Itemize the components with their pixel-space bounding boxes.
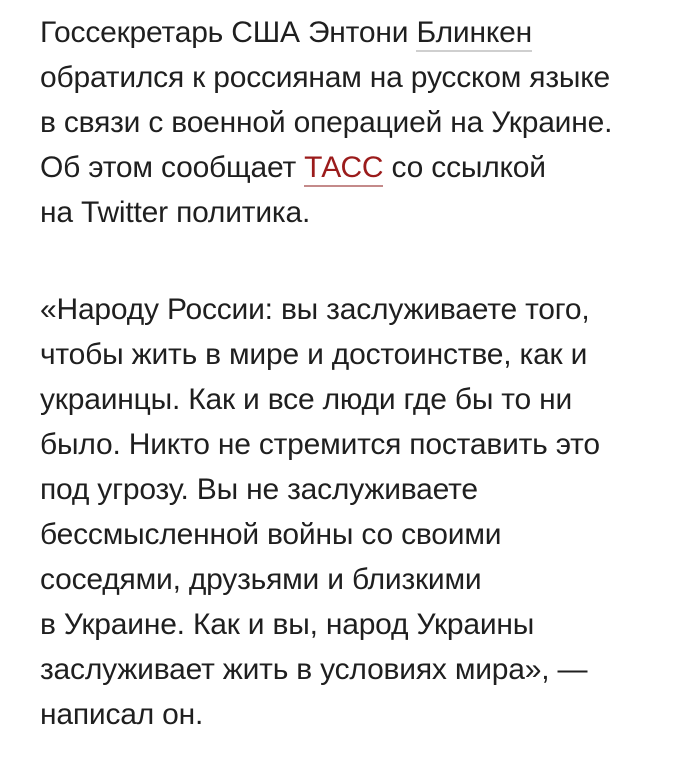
intro-line-1 xyxy=(40,10,680,55)
intro-line-1-text: Госсекретарь США Энтони xyxy=(40,16,417,49)
source-link[interactable]: ТАСС xyxy=(304,151,383,187)
intro-line-5: на Twitter политика. xyxy=(40,196,311,229)
person-link[interactable]: Блинкен xyxy=(416,16,532,52)
quote-line: соседями, друзьями и близкими xyxy=(40,563,482,596)
quote-line: в Украине. Как и вы, народ Украины xyxy=(40,608,535,641)
intro-line-4-before: Об этом сообщает xyxy=(40,151,305,184)
quote-line: заслуживает жить в условиях мира», — xyxy=(40,653,588,686)
intro-line-2: обратился к россиянам на русском языке xyxy=(40,61,611,94)
intro-line-4 xyxy=(40,145,680,190)
intro-paragraph xyxy=(40,0,680,235)
quote-line: «Народу России: вы заслуживаете того, xyxy=(40,293,590,326)
quote-paragraph xyxy=(40,235,680,737)
intro-line-4-after: со ссылкой xyxy=(383,151,546,184)
quote-line: бессмысленной войны со своими xyxy=(40,518,502,551)
quote-line: написал он. xyxy=(40,698,204,731)
quote-line: было. Никто не стремится поставить это xyxy=(40,428,600,461)
quote-line: чтобы жить в мире и достоинстве, как и xyxy=(40,338,588,371)
quote-line: украинцы. Как и все люди где бы то ни xyxy=(40,383,573,416)
intro-line-3: в связи с военной операцией на Украине. xyxy=(40,106,613,139)
quote-line: под угрозу. Вы не заслуживаете xyxy=(40,473,478,506)
